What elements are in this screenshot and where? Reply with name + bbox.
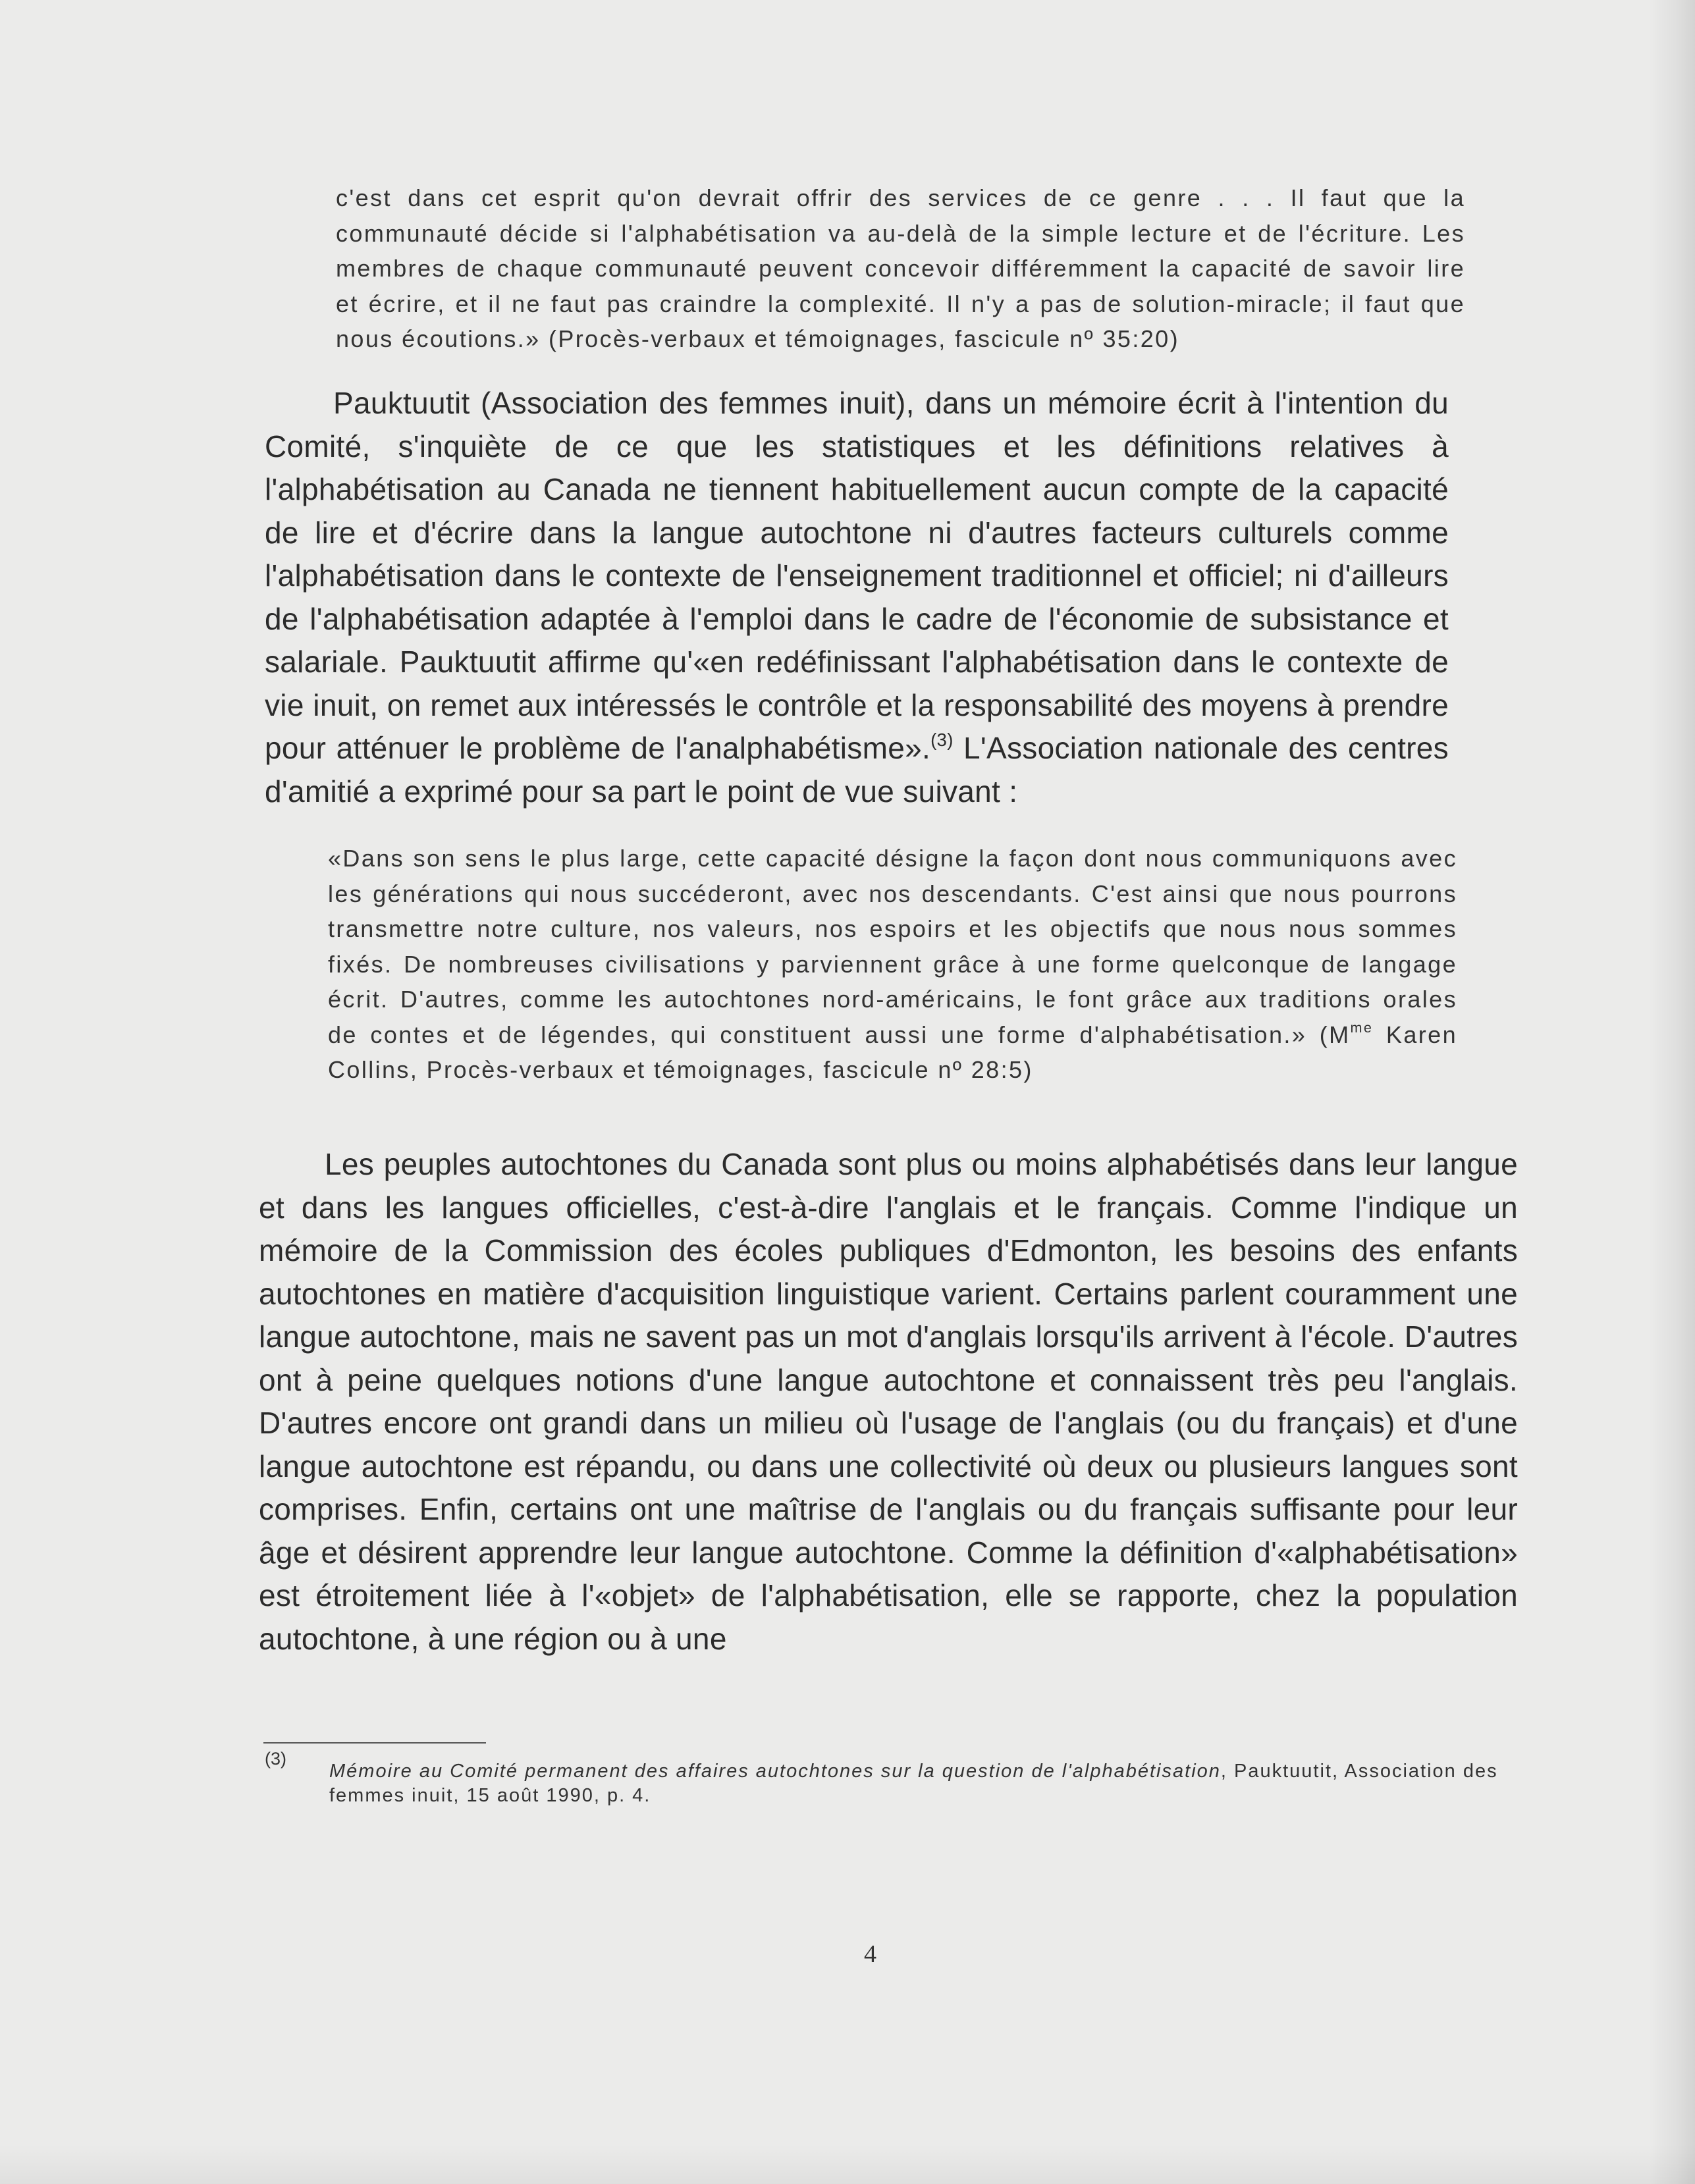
paragraph-2: Les peuples autochtones du Canada sont plus ou moins alphabétisés dans leur langue et dans les langues officielles, c'est-à-dire l'anglais et le français. Comme l'indique un mémoire de la Commission des écoles publiques d'Edmonton, les besoins des enfants autochtones en matière d'acquisition linguistique varient. Certains parlent couramment une langue autochtone, mais ne savent pas un mot d'anglais lorsqu'ils arrivent à l'école. D'autres ont à peine quelques notions d'une langue autochtone et connaissent très peu l'anglais. D'autres encore ont grandi dans un milieu où l'usage de l'anglais (ou du français) et d'une langue autochtone est répandu, ou dans une collectivité où deux ou plusieurs langues sont comprises. Enfin, certains ont une maîtrise de l'anglais ou du français suffisante pour leur âge et désirent apprendre leur langue autochtone. Comme la définition d'«alphabétisation» est étroitement liée à l'«objet» de l'alphabétisation, elle se rapporte, chez la population autochtone, à une région ou à une xyxy=(259,1147,1518,1656)
footnote-text xyxy=(329,1759,1515,1808)
block-quote-2-text: «Dans son sens le plus large, cette capacité désigne la façon dont nous communiquons avec les générations qui nous succéderont, avec nos descendants. C'est ainsi que nous pourrons transmettre notre culture, nos valeurs, nos espoirs et les objectifs que nous nous sommes fixés. De nombreuses civilisations y parviennent grâce à une forme quelconque de langage écrit. D'autres, comme les autochtones nord-américains, le font grâce aux traditions orales de contes et de légendes, qui constituent aussi une forme d'alphabétisation.» (M xyxy=(328,845,1457,1048)
footnote-marker: (3) xyxy=(265,1749,286,1769)
paragraph-1-continuation: L'Association nationale des centres d'amitié a exprimé pour sa part le point de vue suivant : xyxy=(265,731,1449,809)
block-quote-2 xyxy=(328,841,1457,1088)
page-bottom-shadow xyxy=(0,2144,1695,2184)
footnote-separator xyxy=(263,1742,486,1744)
footnote-title: Mémoire au Comité permanent des affaires autochtones sur la question de l'alphabétisation xyxy=(329,1761,1221,1782)
footnote-reference: (3) xyxy=(930,729,954,750)
footnote-details: , Pauktuutit, Association des femmes inuit, 15 août 1990, p. 4. xyxy=(329,1761,1498,1806)
block-quote-1: c'est dans cet esprit qu'on devrait offrir des services de ce genre . . . Il faut que la communauté décide si l'alphabétisation va au-delà de la simple lecture et de l'écriture. Les membres de chaque communauté peuvent concevoir différemment la capacité de savoir lire et écrire, et il ne faut pas craindre la complexité. Il n'y a pas de solution-miracle; il faut que nous écoutions.» (Procès-verbaux et témoignages, fascicule nº 35:20) xyxy=(336,184,1465,352)
block-quote-2-citation: Karen Collins, Procès-verbaux et témoignages, fascicule nº 28:5) xyxy=(328,1021,1457,1083)
page-edge-shadow xyxy=(1649,0,1695,2184)
block-quote-2-superscript: me xyxy=(1350,1019,1374,1036)
page-number: 4 xyxy=(864,1940,876,1968)
paragraph-1 xyxy=(265,382,1449,813)
paragraph-1-text: Pauktuutit (Association des femmes inuit), dans un mémoire écrit à l'intention du Comité, s'inquiète de ce que les statistiques et les définitions relatives à l'alphabétisation au Canada ne tiennent habituellement aucun compte de la capacité de lire et d'écrire dans la langue autochtone ni d'autres facteurs culturels comme l'alphabétisation dans le contexte de l'enseignement traditionnel et officiel; ni d'ailleurs de l'alphabétisation adaptée à l'emploi dans le cadre de l'économie de subsistance et salariale. Pauktuutit affirme qu'«en redéfinissant l'alphabétisation dans le contexte de vie inuit, on remet aux intéressés le contrôle et la responsabilité des moyens à prendre pour atténuer le problème de l'analphabétisme». xyxy=(265,386,1449,765)
